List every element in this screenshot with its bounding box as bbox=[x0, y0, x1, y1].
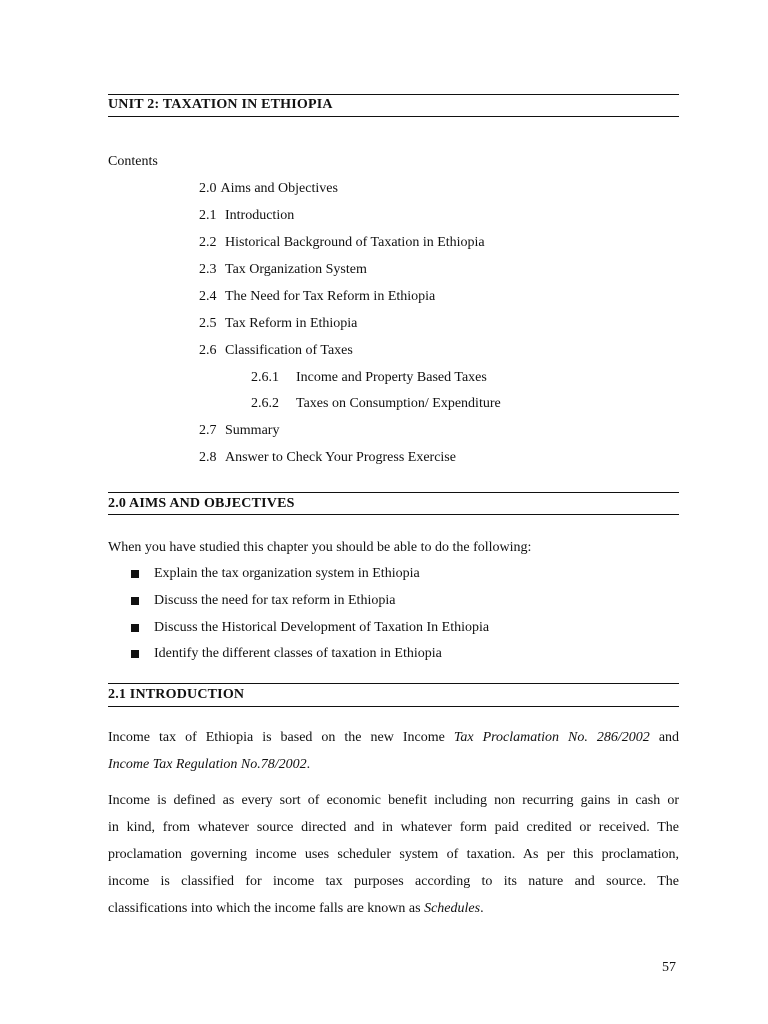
toc-number: 2.6.1 bbox=[251, 370, 279, 385]
intro-bottom-rule bbox=[108, 706, 679, 707]
toc-item[interactable] bbox=[199, 450, 456, 466]
proclamation-reference: Tax Proclamation No. 286/2002 bbox=[453, 730, 650, 745]
toc-label: Introduction bbox=[225, 208, 295, 223]
paragraph-line bbox=[108, 751, 679, 778]
toc-label: Answer to Check Your Progress Exercise bbox=[225, 450, 456, 465]
toc-number: 2.3 bbox=[199, 262, 217, 277]
toc-number: 2.1 bbox=[199, 208, 217, 223]
toc-item[interactable] bbox=[199, 423, 279, 439]
toc-number: 2.7 bbox=[199, 423, 217, 438]
toc-item[interactable] bbox=[199, 181, 338, 197]
aims-intro: When you have studied this chapter you should be able to do the following: bbox=[108, 540, 532, 555]
toc-item[interactable] bbox=[199, 235, 485, 251]
toc-label: Summary bbox=[225, 423, 280, 438]
toc-number: 2.8 bbox=[199, 450, 217, 465]
toc-item[interactable] bbox=[199, 262, 367, 278]
title-bottom-rule bbox=[108, 116, 679, 117]
paragraph-line bbox=[108, 895, 679, 922]
p2-last-lead: classifications into which the income falls are known as bbox=[108, 901, 421, 916]
list-item: Discuss the Historical Development of Taxation In Ethiopia bbox=[154, 620, 490, 635]
aims-top-rule bbox=[108, 492, 679, 493]
title-top-rule bbox=[108, 94, 679, 95]
p2-last-end: . bbox=[480, 901, 484, 916]
toc-item[interactable] bbox=[199, 343, 353, 359]
aims-bottom-rule bbox=[108, 514, 679, 515]
schedules-term: Schedules bbox=[424, 901, 481, 916]
p1-end: . bbox=[306, 757, 311, 772]
toc-number: 2.6.2 bbox=[251, 396, 279, 411]
intro-paragraph-1 bbox=[108, 724, 679, 778]
toc-number: 2.6 bbox=[199, 343, 217, 358]
toc-item[interactable] bbox=[199, 316, 357, 332]
paragraph-line: in kind, from whatever source directed and in whatever form paid credited or received. The bbox=[108, 820, 679, 835]
toc-label: Classification of Taxes bbox=[225, 343, 353, 358]
section-heading-aims: 2.0 AIMS AND OBJECTIVES bbox=[108, 496, 295, 511]
list-item: Explain the tax organization system in Ethiopia bbox=[154, 566, 420, 581]
page-number: 57 bbox=[662, 960, 676, 975]
toc-item[interactable] bbox=[199, 289, 435, 305]
paragraph-line bbox=[108, 724, 679, 751]
paragraph-line: income is classified for income tax purposes according to its nature and source. The bbox=[108, 874, 679, 889]
toc-number: 2.4 bbox=[199, 289, 217, 304]
toc-label: Aims and Objectives bbox=[220, 181, 338, 196]
p1-and: and bbox=[658, 730, 680, 745]
toc-label: Income and Property Based Taxes bbox=[296, 370, 487, 385]
intro-paragraph-2 bbox=[108, 787, 679, 922]
toc-number: 2.2 bbox=[199, 235, 217, 250]
toc-subitem[interactable] bbox=[251, 370, 487, 386]
paragraph-line: proclamation governing income uses scheduler system of taxation. As per this proclamation, bbox=[108, 847, 679, 862]
list-item: Identify the different classes of taxation in Ethiopia bbox=[154, 646, 442, 661]
toc-item[interactable] bbox=[199, 208, 294, 224]
toc-number: 2.0 bbox=[199, 181, 217, 196]
toc-number: 2.5 bbox=[199, 316, 217, 331]
unit-title: UNIT 2: TAXATION IN ETHIOPIA bbox=[108, 97, 333, 112]
intro-top-rule bbox=[108, 683, 679, 684]
square-bullet-icon bbox=[131, 597, 139, 605]
square-bullet-icon bbox=[131, 650, 139, 658]
toc-label: Tax Reform in Ethiopia bbox=[225, 316, 358, 331]
regulation-reference: Income Tax Regulation No.78/2002 bbox=[108, 757, 307, 772]
p1-lead: Income tax of Ethiopia is based on the new Income bbox=[108, 730, 445, 745]
toc-label: Taxes on Consumption/ Expenditure bbox=[296, 396, 501, 411]
toc-label: The Need for Tax Reform in Ethiopia bbox=[225, 289, 436, 304]
toc-label: Tax Organization System bbox=[225, 262, 367, 277]
toc-subitem[interactable] bbox=[251, 396, 501, 412]
section-heading-introduction: 2.1 INTRODUCTION bbox=[108, 687, 245, 702]
square-bullet-icon bbox=[131, 624, 139, 632]
list-item: Discuss the need for tax reform in Ethiopia bbox=[154, 593, 396, 608]
toc-label: Historical Background of Taxation in Ethiopia bbox=[225, 235, 485, 250]
square-bullet-icon bbox=[131, 570, 139, 578]
paragraph-line: Income is defined as every sort of economic benefit including non recurring gains in cash or bbox=[108, 793, 679, 808]
contents-label: Contents bbox=[108, 154, 158, 169]
